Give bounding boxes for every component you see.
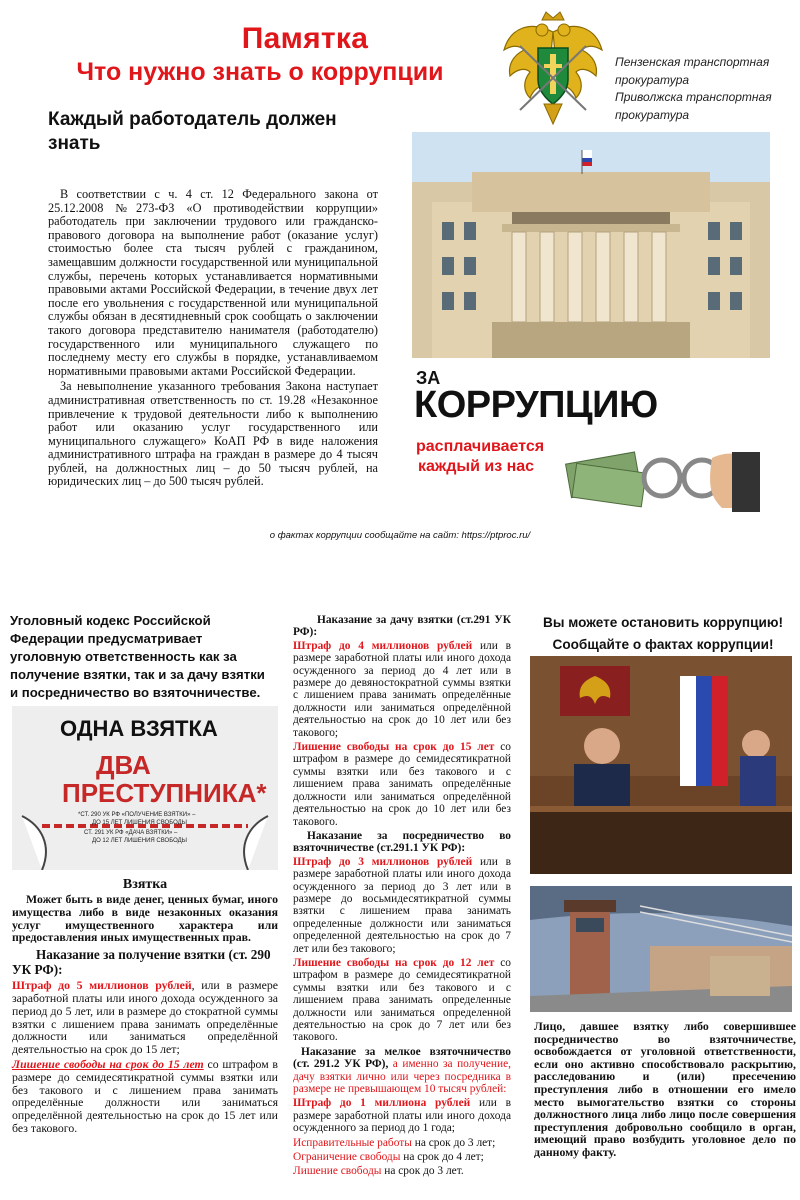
give-prison-rest: со штрафом в размере до семидесятикратной суммы взятки или без такового и с лишением права занимать определённые должности или заниматься определённой деятельностью на срок до 10 лет или без такового. bbox=[293, 741, 511, 828]
mediation-fine-text bbox=[293, 856, 511, 955]
receive-prison-highlight: Лишение свободы на срок до 15 лет bbox=[12, 1056, 204, 1071]
report-site-note: о фактах коррупции сообщайте на сайт: https://ptproc.ru/ bbox=[269, 530, 531, 541]
criminal-code-intro: Уголовный кодекс Российской Федерации предусматривает уголовную ответственность как за получение взятки, так и за дачу взятки и посредничество во взяточничестве. bbox=[10, 613, 265, 700]
give-prison-highlight: Лишение свободы на срок до 15 лет bbox=[293, 741, 495, 754]
stop-corruption-line2: Сообщайте о фактах коррупции! bbox=[552, 637, 774, 652]
prosecutor-emblem-icon bbox=[500, 10, 606, 128]
mediation-fine-rest: или в размере заработной платы или иного дохода осужденного за период до 3 лет или в размере до восьмидесятикратной суммы взятки с лишением права занимать определенные должности или заниматься определенной деятельностью на срок до 7 лет или без такового; bbox=[293, 855, 511, 955]
poster-small-3: СТ. 291 УК РФ «ДАЧА ВЗЯТКИ» – bbox=[84, 830, 178, 836]
petty-prison-rest: на срок до 3 лет. bbox=[381, 1165, 464, 1178]
poster-corruption: КОРРУПЦИЮ bbox=[414, 384, 658, 426]
handcuffs-money-icon bbox=[562, 428, 762, 529]
give-prison-text bbox=[293, 741, 511, 828]
poster-pays-line1: расплачивается bbox=[416, 438, 545, 455]
employer-paragraph-1: В соответствии с ч. 4 ст. 12 Федерального закона от 25.12.2008 №273-ФЗ «О противодействии коррупции» работодатель при заключении трудового или гражданско-правового договора на выполнение работ (оказание услуг) стоимостью более ста тысяч рублей с гражданином, замещавшим должности государственной или муниципальной службы, перечень которых устанавливается нормативными правовыми актами Российской Федерации, в течение двух лет после его увольнения с государственной или муниципальной службы обязан в десятидневный срок сообщать о заключении такого договора представителю нанимателя (работодателю) государственного или муниципального служащего по последнему месту его службы в порядке, устанавливаемом нормативными правовыми актами Российской Федерации. bbox=[48, 187, 378, 378]
corruption-poster bbox=[412, 362, 770, 526]
petty-heading-red: а именно за получение, дачу взятки лично или через посредника в размере не превышающем 10 тысяч рублей: bbox=[293, 1058, 511, 1096]
poster-pays-line2: каждый из нас bbox=[418, 458, 535, 475]
mediation-fine-highlight: Штраф до 3 миллионов рублей bbox=[293, 855, 473, 868]
receive-bribe-heading: Наказание за получение взятки (ст. 290 УК РФ): bbox=[12, 947, 271, 978]
petty-correctional-highlight: Исправительные работы bbox=[293, 1136, 412, 1149]
petty-fine-text bbox=[293, 1097, 511, 1134]
bribe-block bbox=[12, 876, 278, 1135]
courtroom-photo bbox=[530, 656, 792, 874]
one-bribe-poster bbox=[12, 706, 278, 870]
prosecutor-building-photo bbox=[412, 132, 770, 358]
petty-restriction-highlight: Ограничение свободы bbox=[293, 1151, 401, 1164]
employer-paragraph-2: За невыполнение указанного требования Закона наступает административная ответственность по ст. 19.28 «Незаконное привлечение к трудовой деятельности либо к выполнению работ или оказанию услуг государственного или муниципального служащего» КоАП РФ в виде наложения административного штрафа на граждан в размере до 4 тысяч рублей, на должностных лиц – до 50 тысяч рублей, на юридических лиц – до 500 тысяч рублей. bbox=[48, 379, 378, 489]
org-line-1: Пензенская транспортная прокуратура bbox=[615, 55, 770, 87]
receive-fine-highlight: Штраф до 5 миллионов рублей bbox=[12, 978, 192, 993]
petty-fine-rest: или в размере заработной платы или иного дохода осужденного за период до 1 года; bbox=[293, 1097, 511, 1135]
poster-criminals: ПРЕСТУПНИКА* bbox=[62, 778, 267, 808]
mediation-prison-highlight: Лишение свободы на срок до 12 лет bbox=[293, 956, 495, 969]
give-fine-highlight: Штраф до 4 миллионов рублей bbox=[293, 639, 473, 652]
petty-fine-highlight: Штраф до 1 миллиона рублей bbox=[293, 1097, 471, 1110]
receive-fine-rest: , или в размере заработной платы или иного дохода осужденного за период до 5 лет, или в размере до стократной суммы взятки с лишением права занимать определённые должности или заниматься определённой деятельностью на срок до 15 лет; bbox=[12, 978, 278, 1057]
petty-restriction-rest: на срок до 4 лет; bbox=[400, 1151, 484, 1164]
receive-fine-text bbox=[12, 979, 278, 1056]
bribe-definition: Может быть в виде денег, ценных бумаг, иного имущества либо в виде незаконных оказания услуг имущественного характера или предоставления иных имущественных прав. bbox=[12, 892, 278, 945]
mediation-prison-rest: со штрафом в размере до семидесятикратной суммы взятки или без такового и с лишением права занимать определенные должности или заниматься определенной деятельностью на срок до 7 лет или без такового. bbox=[293, 956, 511, 1044]
poster-small-4: ДО 12 ЛЕТ ЛИШЕНИЯ СВОБОДЫ bbox=[92, 838, 187, 844]
petty-prison-text bbox=[293, 1165, 511, 1177]
petty-prison-highlight: Лишение свободы bbox=[293, 1165, 382, 1178]
petty-correctional-rest: на срок до 3 лет; bbox=[411, 1136, 496, 1149]
give-bribe-heading: Наказание за дачу взятки (ст.291 УК РФ): bbox=[293, 614, 511, 639]
release-conditions-text: Лицо, давшее взятку либо совершившее посредничество во взяточничестве, освобождается от уголовной ответственности, если оно активно способствовало раскрытию, расследованию и (или) пресечению преступления либо в отношении его имело место вымогательство взятки со стороны должностного лица либо лицо после совершения преступления добровольно сообщило в орган, имеющий право возбудить уголовное дело по данному факту. bbox=[534, 1019, 796, 1159]
employer-text bbox=[48, 188, 378, 489]
page-subtitle: Что нужно знать о коррупции bbox=[76, 58, 444, 86]
prison-photo bbox=[530, 886, 792, 1012]
stop-corruption-line1: Вы можете остановить коррупцию! bbox=[543, 615, 783, 630]
employer-heading: Каждый работодатель должен знать bbox=[48, 109, 337, 154]
poster-one-bribe: ОДНА ВЗЯТКА bbox=[60, 716, 218, 741]
poster-small-2: ДО 15 ЛЕТ ЛИШЕНИЯ СВОБОДЫ bbox=[92, 820, 187, 826]
petty-correctional-text bbox=[293, 1137, 511, 1149]
mediation-prison-text bbox=[293, 957, 511, 1044]
petty-restriction-text bbox=[293, 1151, 511, 1163]
poster-two: ДВА bbox=[96, 750, 151, 780]
petty-bribe-heading bbox=[293, 1046, 511, 1096]
mediation-heading: Наказание за посредничество во взяточничестве (ст.291.1 УК РФ): bbox=[293, 829, 511, 855]
give-fine-text bbox=[293, 640, 511, 739]
organization-names bbox=[615, 54, 800, 124]
receive-prison-text bbox=[12, 1058, 278, 1135]
stop-corruption-callout bbox=[530, 612, 796, 656]
bribe-heading: Взятка bbox=[122, 877, 168, 892]
give-fine-rest: или в размере заработной платы или иного дохода осужденного за период до 4 лет или в размере до девяностократной суммы взятки с лишением права занимать определённые должности или заниматься определённой деятельностью на срок до 10 лет или без такового; bbox=[293, 639, 511, 739]
receive-prison-rest: со штрафом в размере до семидесятикратной суммы взятки или без такового и с лишением права занимать определённые должности или заниматься определённой деятельностью на срок до 15 лет или без такового. bbox=[12, 1056, 278, 1135]
poster-za: ЗА bbox=[416, 368, 441, 388]
poster-small-1: *СТ. 290 УК РФ «ПОЛУЧЕНИЕ ВЗЯТКИ» – bbox=[78, 812, 196, 818]
org-line-2: Приволжска транспортная прокуратура bbox=[615, 90, 772, 122]
middle-column bbox=[293, 614, 511, 1179]
page-title: Памятка bbox=[241, 22, 369, 55]
petty-heading-bold: Наказание за мелкое взяточничество (ст. 291.2 УК РФ), bbox=[293, 1045, 511, 1071]
